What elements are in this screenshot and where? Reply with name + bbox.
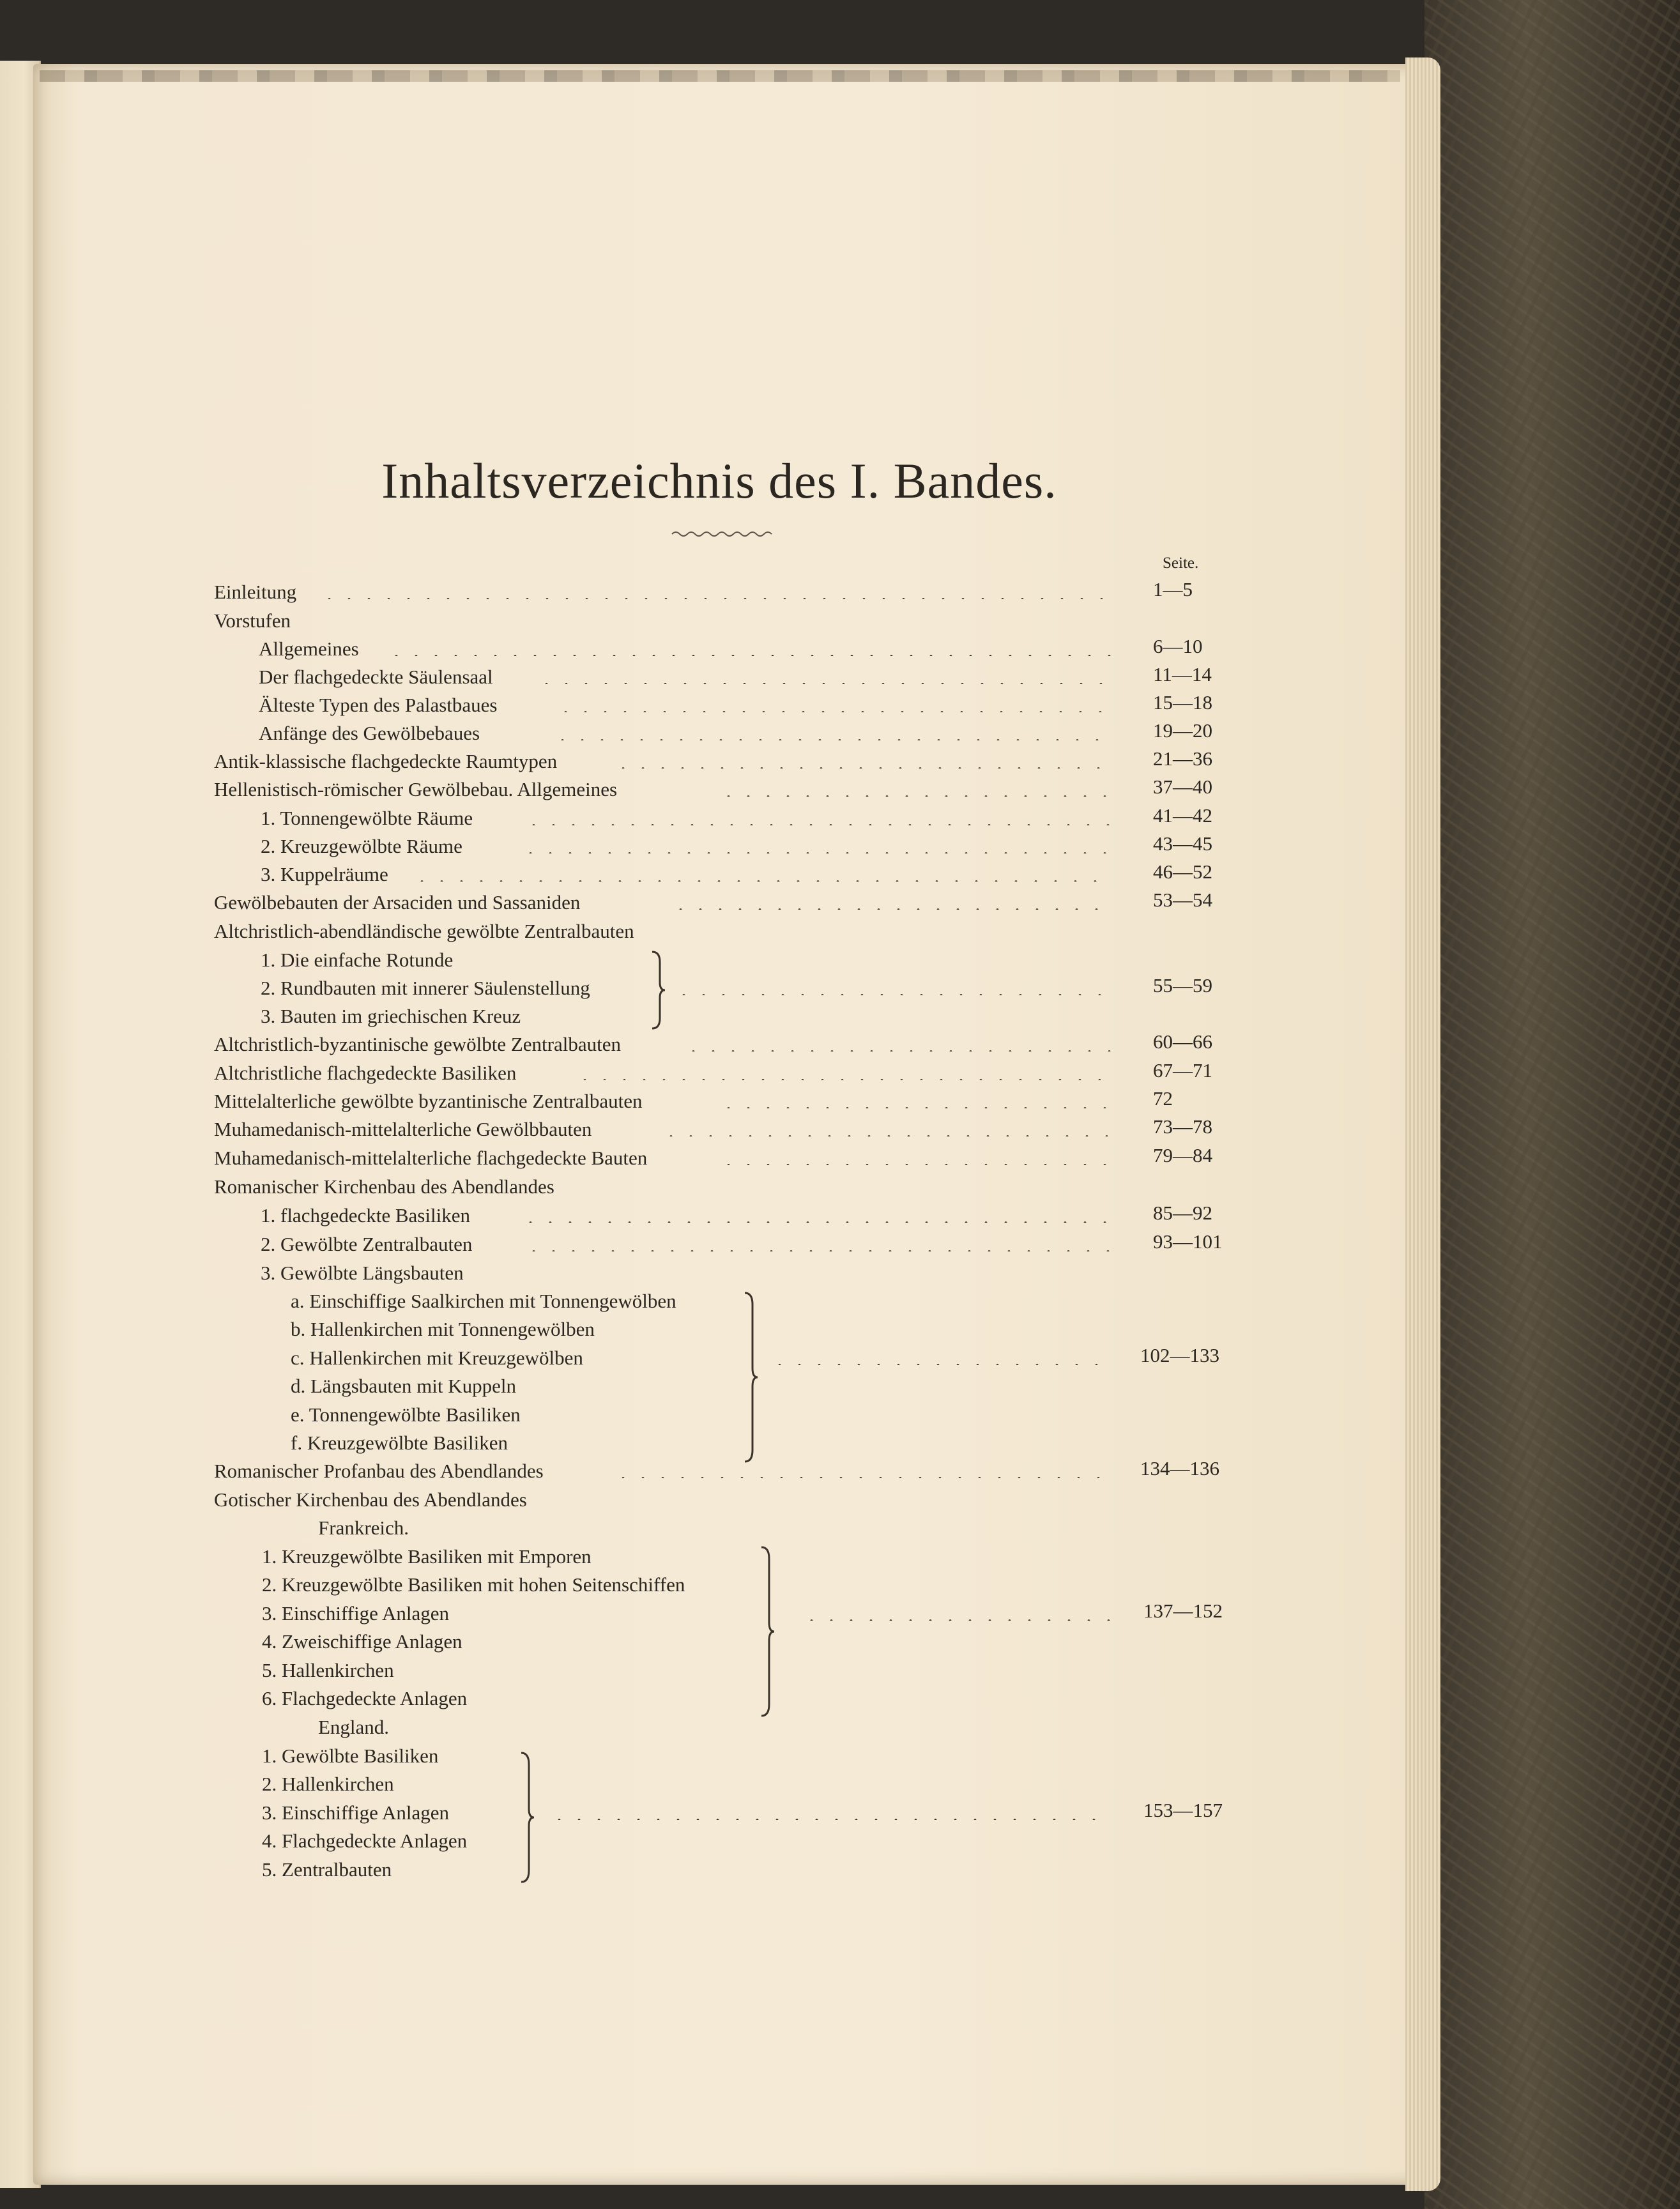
toc-page-number: 85—92 xyxy=(1153,1202,1212,1224)
leader-dots xyxy=(553,738,1111,740)
toc-entry: Muhamedanisch-mittelalterliche flachgedeckte Bauten xyxy=(214,1147,648,1169)
leader-dots xyxy=(613,767,1111,768)
leader-dots xyxy=(613,1476,1111,1478)
toc-entry: 1. Kreuzgewölbte Basiliken mit Emporen xyxy=(262,1545,592,1568)
toc-entry: 3. Einschiffige Anlagen xyxy=(262,1602,450,1624)
toc-entry: Hellenistisch-römischer Gewölbebau. Allgemeines xyxy=(214,778,618,800)
toc-page-number: 102—133 xyxy=(1140,1344,1219,1366)
toc-entry: 3. Einschiffige Anlagen xyxy=(262,1801,450,1824)
toc-entry: 4. Flachgedeckte Anlagen xyxy=(262,1830,468,1852)
leader-dots xyxy=(412,880,1111,882)
leader-dots xyxy=(802,1619,1111,1621)
toc-page-number: 15—18 xyxy=(1153,691,1212,714)
leader-dots xyxy=(521,852,1111,853)
leader-dots xyxy=(661,1135,1111,1136)
leader-dots xyxy=(386,654,1111,656)
toc-page-number: 43—45 xyxy=(1153,832,1212,855)
toc-entry: Einleitung xyxy=(214,581,297,603)
title-ornament-rule xyxy=(671,529,773,539)
toc-page-number: 153—157 xyxy=(1143,1799,1223,1821)
toc-page-number: 19—20 xyxy=(1153,719,1212,742)
toc-entry: 4. Zweischiffige Anlagen xyxy=(262,1630,462,1653)
toc-page-number: 73—78 xyxy=(1153,1115,1212,1138)
toc-entry: e. Tonnengewölbte Basiliken xyxy=(291,1403,521,1426)
leader-dots xyxy=(671,908,1111,910)
toc-entry: Gotischer Kirchenbau des Abendlandes xyxy=(214,1488,527,1511)
toc-entry: 2. Kreuzgewölbte Basiliken mit hohen Seitenschiffen xyxy=(262,1573,685,1596)
toc-entry: Älteste Typen des Palastbaues xyxy=(259,694,498,716)
binding-stitch xyxy=(40,70,1400,82)
toc-entry: 6. Flachgedeckte Anlagen xyxy=(262,1687,468,1709)
toc-entry: d. Längsbauten mit Kuppeln xyxy=(291,1375,516,1397)
leader-dots xyxy=(719,1163,1111,1165)
toc-entry: Anfänge des Gewölbebaues xyxy=(259,722,480,744)
toc-entry: Vorstufen xyxy=(214,609,291,632)
toc-entry: Der flachgedeckte Säulensaal xyxy=(259,666,493,688)
toc-page-number: 6—10 xyxy=(1153,635,1203,657)
toc-page-number: 55—59 xyxy=(1153,974,1212,997)
toc-entry: Altchristliche flachgedeckte Basiliken xyxy=(214,1062,517,1084)
toc-entry: 5. Zentralbauten xyxy=(262,1858,392,1881)
toc-entry: c. Hallenkirchen mit Kreuzgewölben xyxy=(291,1347,583,1369)
toc-page-number: 1—5 xyxy=(1153,578,1193,600)
toc-entry: Altchristlich-byzantinische gewölbte Zentralbauten xyxy=(214,1033,621,1055)
toc-entry: 5. Hallenkirchen xyxy=(262,1659,394,1681)
toc-page-number: 60—66 xyxy=(1153,1030,1212,1053)
brace-zentralbauten xyxy=(648,951,668,1030)
toc-page-number: 46—52 xyxy=(1153,860,1212,883)
leader-dots xyxy=(524,823,1111,825)
toc-page-number: 93—101 xyxy=(1153,1230,1223,1253)
leader-dots xyxy=(575,1078,1111,1080)
toc-entry: 1. Gewölbte Basiliken xyxy=(262,1745,439,1767)
toc-page-number: 134—136 xyxy=(1140,1457,1219,1479)
toc-entry: Gewölbebauten der Arsaciden und Sassaniden xyxy=(214,891,581,913)
toc-entry: Frankreich. xyxy=(318,1517,409,1539)
toc-entry: a. Einschiffige Saalkirchen mit Tonnengewölben xyxy=(291,1290,676,1312)
toc-page-number: 79—84 xyxy=(1153,1144,1212,1166)
toc-entry: 2. Rundbauten mit innerer Säulenstellung xyxy=(261,977,590,999)
seite-column-label: Seite. xyxy=(1163,554,1199,572)
toc-entry: Romanischer Kirchenbau des Abendlandes xyxy=(214,1175,554,1198)
toc-entry: 1. Tonnengewölbte Räume xyxy=(261,807,473,829)
toc-entry: Romanischer Profanbau des Abendlandes xyxy=(214,1460,544,1482)
toc-entry: 3. Gewölbte Längsbauten xyxy=(261,1262,464,1284)
leader-dots xyxy=(556,710,1111,712)
leader-dots xyxy=(549,1818,1111,1820)
brace-england xyxy=(517,1752,537,1883)
toc-page-number: 72 xyxy=(1153,1087,1173,1110)
toc-entry: Mittelalterliche gewölbte byzantinische Zentralbauten xyxy=(214,1090,643,1112)
toc-entry: 1. Die einfache Rotunde xyxy=(261,949,454,971)
leader-dots xyxy=(537,682,1111,684)
leader-dots xyxy=(319,597,1111,599)
toc-page-number: 53—54 xyxy=(1153,889,1212,911)
toc-entry: 2. Gewölbte Zentralbauten xyxy=(261,1233,473,1255)
toc-entry: Muhamedanisch-mittelalterliche Gewölbbauten xyxy=(214,1118,592,1140)
toc-entry: Altchristlich-abendländische gewölbte Zentralbauten xyxy=(214,920,634,942)
leader-dots xyxy=(524,1250,1111,1251)
brace-frankreich xyxy=(758,1546,777,1717)
toc-entry: 1. flachgedeckte Basiliken xyxy=(261,1204,470,1227)
leader-dots xyxy=(674,993,1111,995)
toc-page-number: 11—14 xyxy=(1153,663,1212,685)
toc-page-number: 21—36 xyxy=(1153,747,1212,770)
toc-page-number: 137—152 xyxy=(1143,1600,1223,1622)
toc-entry: England. xyxy=(318,1716,390,1738)
leader-dots xyxy=(719,795,1111,797)
toc-entry: 2. Kreuzgewölbte Räume xyxy=(261,835,462,857)
leader-dots xyxy=(521,1221,1111,1223)
toc-page-number: 37—40 xyxy=(1153,776,1212,798)
toc-entry: b. Hallenkirchen mit Tonnengewölben xyxy=(291,1318,595,1340)
toc-page-number: 41—42 xyxy=(1153,804,1212,827)
toc-entry: 3. Kuppelräume xyxy=(261,863,388,885)
toc-entry: 3. Bauten im griechischen Kreuz xyxy=(261,1005,521,1027)
leader-dots xyxy=(770,1363,1111,1365)
leader-dots xyxy=(683,1050,1111,1051)
leader-dots xyxy=(719,1106,1111,1108)
toc-entry: Allgemeines xyxy=(259,638,359,660)
toc-entry: 2. Hallenkirchen xyxy=(262,1773,394,1795)
toc-page-number: 67—71 xyxy=(1153,1059,1212,1082)
page-edge xyxy=(1405,57,1440,2191)
marbled-cover xyxy=(1424,0,1680,2209)
toc-entry: Antik-klassische flachgedeckte Raumtypen xyxy=(214,750,558,772)
brace-laengsbauten xyxy=(741,1292,760,1463)
page-title: Inhaltsverzeichnis des I. Bandes. xyxy=(381,453,1057,508)
toc-entry: f. Kreuzgewölbte Basiliken xyxy=(291,1432,508,1454)
